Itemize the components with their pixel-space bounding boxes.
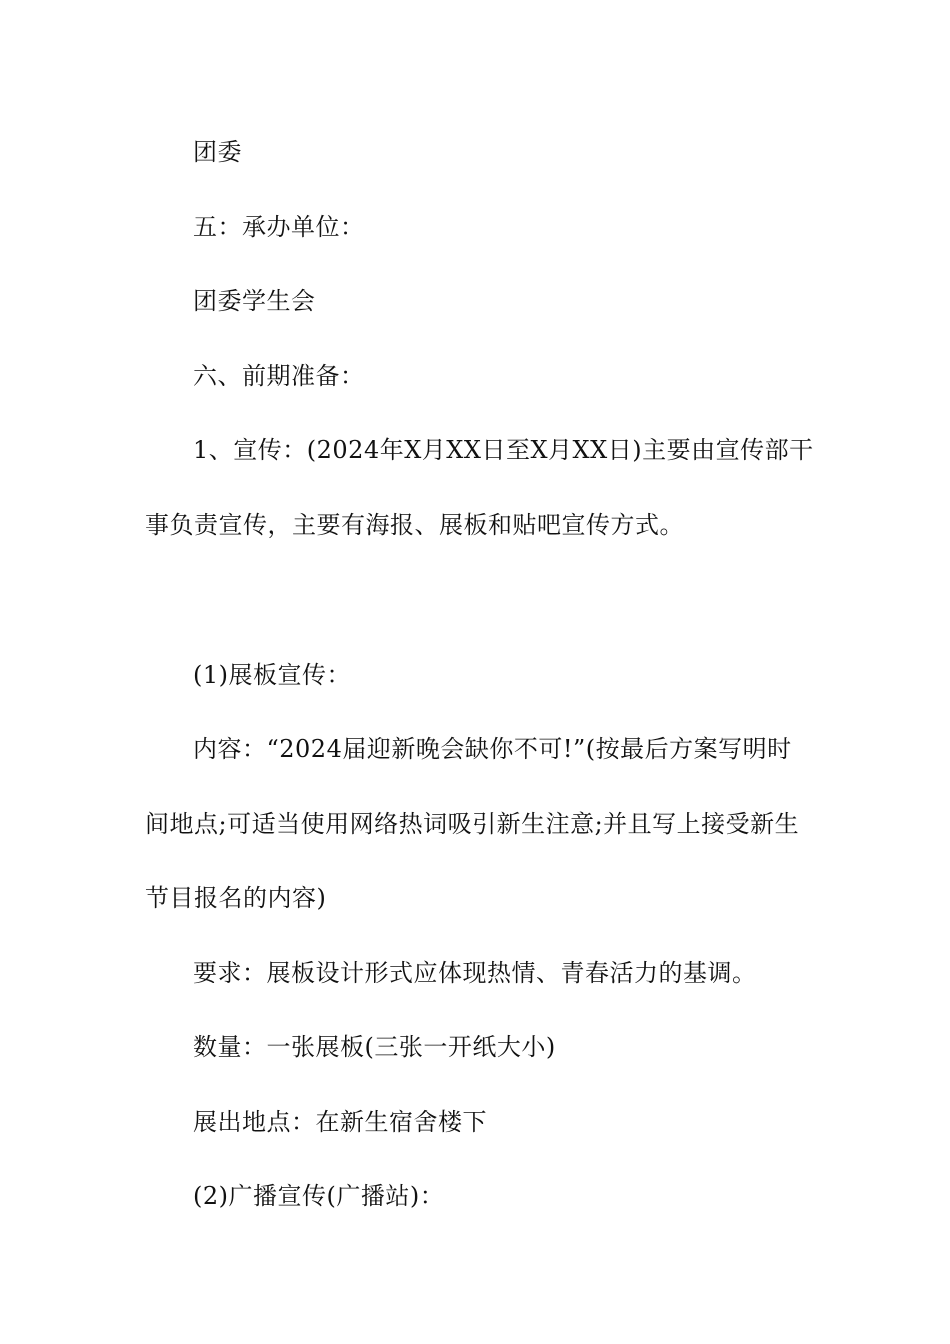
requirement-text: 要求：展板设计形式应体现热情、青春活力的基调。: [193, 959, 757, 987]
section-6-heading: 六、前期准备：: [193, 362, 365, 390]
content-paragraph-line-2: 间地点;可适当使用网络热词吸引新生注意;并且写上接受新生: [145, 810, 800, 838]
organizer-text: 团委: [193, 138, 242, 166]
board-publicity-heading: (1)展板宣传：: [193, 661, 351, 689]
undertaker-text: 团委学生会: [193, 287, 316, 315]
broadcast-publicity-heading: (2)广播宣传(广播站)：: [193, 1182, 445, 1210]
location-text: 展出地点：在新生宿舍楼下: [193, 1108, 487, 1136]
publicity-paragraph-line-1: 1、宣传：(2024年X月XX日至X月XX日)主要由宣传部干: [193, 436, 814, 464]
quantity-text: 数量：一张展板(三张一开纸大小): [193, 1033, 556, 1061]
section-5-heading: 五：承办单位：: [193, 213, 365, 241]
content-paragraph-line-1: 内容：“2024届迎新晚会缺你不可!”(按最后方案写明时: [193, 735, 792, 763]
publicity-paragraph-line-2: 事负责宣传，主要有海报、展板和贴吧宣传方式。: [145, 511, 684, 539]
content-paragraph-line-3: 节目报名的内容): [145, 884, 327, 912]
